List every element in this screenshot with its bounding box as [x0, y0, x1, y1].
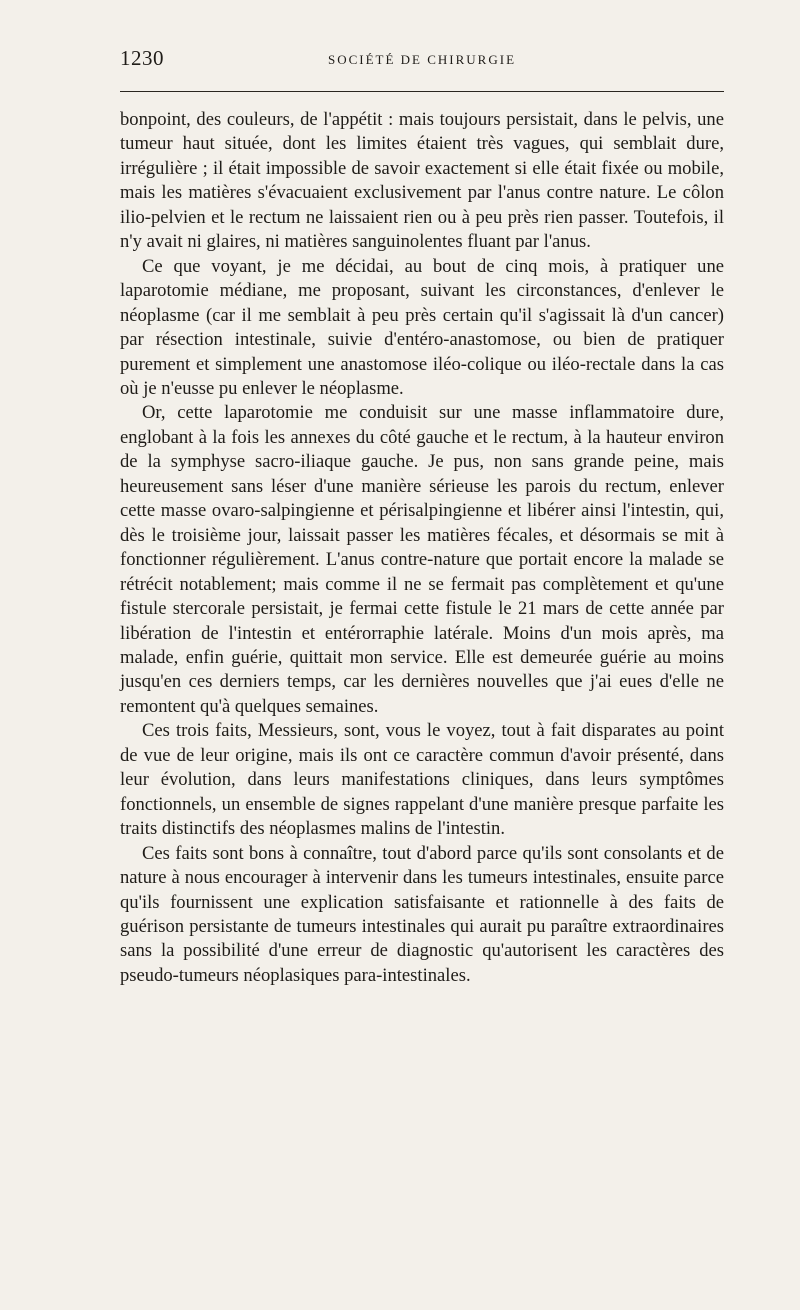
- header-rule: [120, 91, 724, 92]
- page-header: [120, 46, 724, 76]
- page-number: 1230: [120, 46, 164, 70]
- paragraph-2: Ce que voyant, je me décidai, au bout de cinq mois, à pratiquer une laparotomie médiane, me proposant, suivant les circonstances, d'enlever le néoplasme (car il me semblait à peu près certain qu'il s'agissait là d'un cancer) par résection intestinale, suivie d'entéro-anastomose, ou bien de pratiquer purement et simplement une anastomose iléo-colique ou iléo-rectale dans la cas où je n'eusse pu enlever le néoplasme.: [120, 255, 724, 399]
- paragraph-4: Ces trois faits, Messieurs, sont, vous le voyez, tout à fait disparates au point de vue de leur origine, mais ils ont ce caractère commun d'avoir présenté, dans leur évolution, dans leurs manifestations cliniques, dans leurs symptômes fonctionnels, un ensemble de signes rappelant d'une manière presque parfaite les traits distinctifs des néoplasmes malins de l'intestin.: [120, 720, 724, 840]
- paragraph-3: Or, cette laparotomie me conduisit sur une masse inflammatoire dure, englobant à la fois les annexes du côté gauche et le rectum, à la hauteur environ de la symphyse sacro-iliaque gauche. Je pus, non sans grande peine, mais heureusement sans léser d'une manière sérieuse les parois du rectum, enlever cette masse ovaro-salpingienne et périsalpingienne et libérer ainsi l'intestin, qui, dès le troisième jour, laissait passer les matières fécales, et désormais se mit à fonctionner régulièrement. L'anus contre-nature que portait encore la malade se rétrécit notablement; mais comme il ne se fermait pas complètement et qu'une fistule stercorale persistait, je fermai cette fistule le 21 mars de cette année par libération de l'intestin et entérorraphie latérale. Moins d'un mois après, ma malade, enfin guérie, quittait mon service. Elle est demeurée guérie au moins jusqu'en ces derniers temps, car les dernières nouvelles que j'ai eues d'elle ne remontent qu'à quelques semaines.: [120, 402, 724, 717]
- paragraph-1: bonpoint, des couleurs, de l'appétit : mais toujours persistait, dans le pelvis, une tumeur haut située, dont les limites étaient très vagues, qui semblait dure, irrégulière ; il était impossible de savoir exactement si elle était fixée ou mobile, mais les matières s'évacuaient exclusivement par l'anus contre nature. Le côlon ilio-pelvien et le rectum ne laissaient rien ou à peu près rien passer. Toutefois, il n'y avait ni glaires, ni matières sanguinolentes fluant par l'anus.: [120, 109, 724, 253]
- paragraph-5: Ces faits sont bons à connaître, tout d'abord parce qu'ils sont consolants et de nature à nous encourager à intervenir dans les tumeurs intestinales, ensuite parce qu'ils fournissent une explication satisfaisante et rationnelle à des faits de guérison persistante de tumeurs intestinales qui aurait pu paraître extraordinaires sans la possibilité d'une erreur de diagnostic qu'autorisent les caractères des pseudo-tumeurs néoplasiques para-intestinales.: [120, 842, 724, 986]
- running-head: SOCIÉTÉ DE CHIRURGIE: [327, 52, 517, 67]
- body-text: [120, 108, 724, 988]
